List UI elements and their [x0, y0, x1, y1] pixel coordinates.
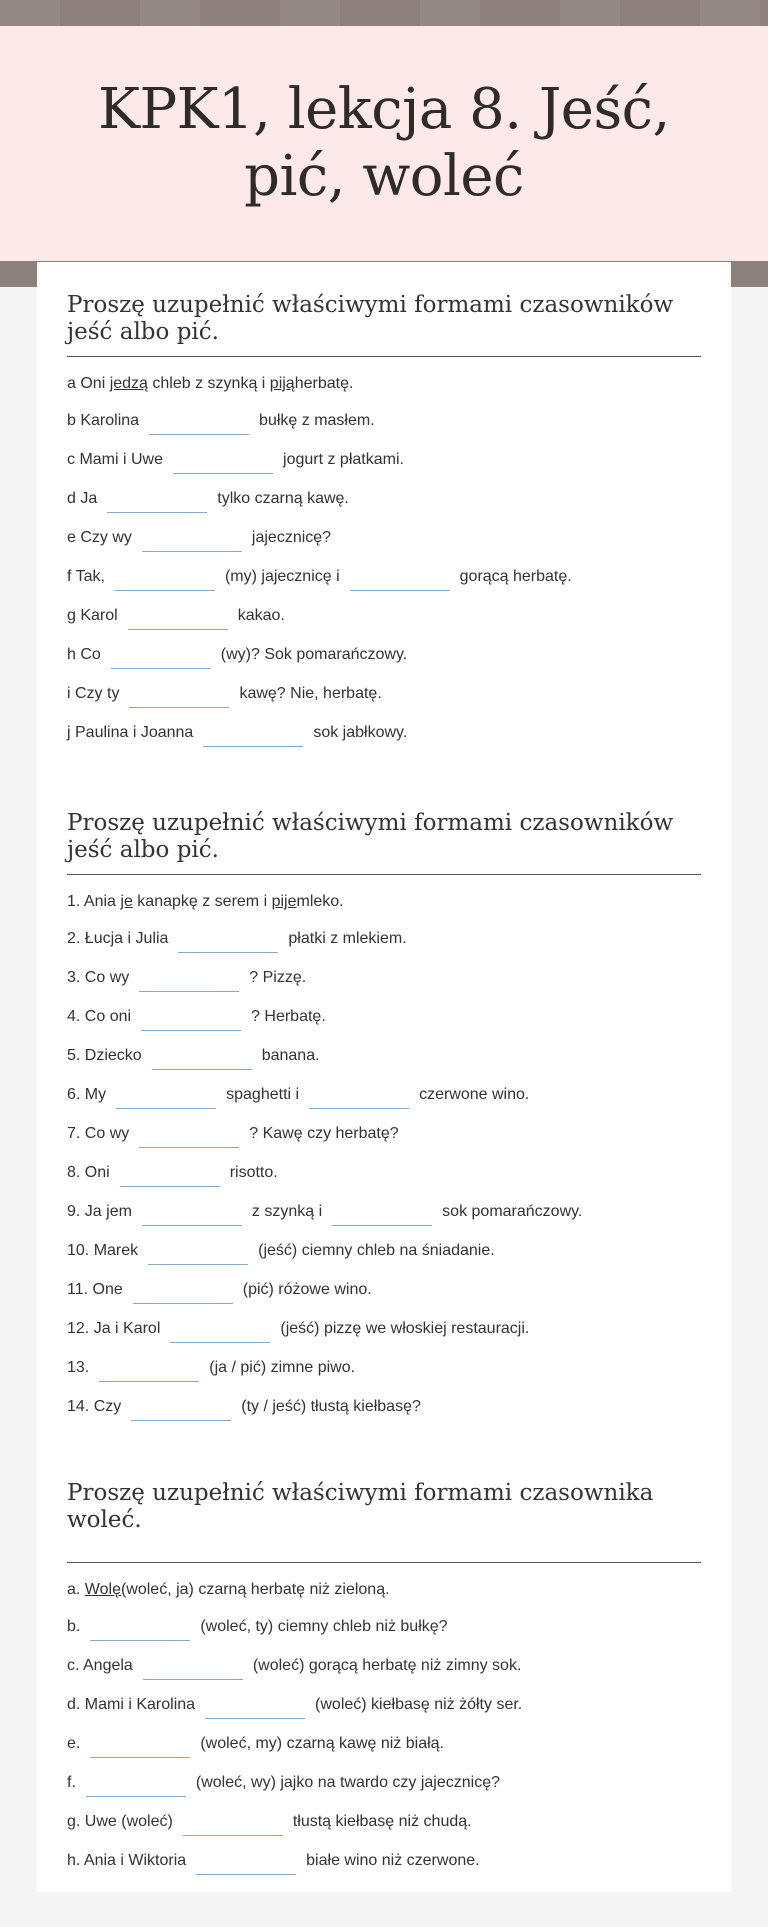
exercise-row — [67, 1802, 701, 1841]
exercise-text: jajecznicę? — [251, 528, 332, 546]
exercise-row — [67, 713, 701, 752]
answer-blank-input[interactable] — [173, 454, 273, 474]
exercise-prompt: g. Uwe (woleć) — [67, 1812, 173, 1830]
exercise-row — [67, 1153, 701, 1192]
exercise-prompt: 8. Oni — [67, 1163, 110, 1181]
answer-blank-input[interactable] — [149, 415, 249, 435]
exercise-prompt: 4. Co oni — [67, 1007, 132, 1025]
exercise-row — [67, 1231, 701, 1270]
exercise-prompt: j Paulina i Joanna — [67, 723, 194, 741]
exercise-text: (woleć) kiełbasę niż żółty ser. — [315, 1695, 523, 1713]
exercise-prompt: b Karolina — [67, 411, 140, 429]
exercise-section-2 — [67, 810, 701, 1426]
exercise-row — [67, 1309, 701, 1348]
exercise-row — [67, 1646, 701, 1685]
exercise-row — [67, 557, 701, 596]
answer-blank-input[interactable] — [131, 1401, 231, 1421]
exercise-section-1 — [67, 292, 701, 752]
exercise-text: tłustą kiełbasę niż chudą. — [292, 1812, 472, 1830]
page-title: KPK1, lekcja 8. Jeść, pić, woleć — [98, 77, 670, 209]
example-row: a Oni jedzą chleb z szynką i piją herbatę. — [67, 367, 701, 401]
answer-blank-input[interactable] — [139, 972, 239, 992]
exercise-text: (jeść) ciemny chleb na śniadanie. — [258, 1241, 495, 1259]
exercise-row — [67, 1607, 701, 1646]
exercise-text: białe wino niż czerwone. — [306, 1851, 480, 1869]
exercise-text: (pić) różowe wino. — [242, 1280, 372, 1298]
exercise-row — [67, 958, 701, 997]
exercise-prompt: d. Mami i Karolina — [67, 1695, 196, 1713]
exercise-prompt: 11. One — [67, 1280, 123, 1298]
answer-blank-input[interactable] — [141, 1011, 241, 1031]
exercise-prompt: c. Angela — [67, 1656, 133, 1674]
answer-blank-input[interactable] — [332, 1206, 432, 1226]
exercise-row — [67, 1841, 701, 1880]
exercise-text: ? Herbatę. — [251, 1007, 326, 1025]
answer-blank-input[interactable] — [142, 532, 242, 552]
answer-blank-input[interactable] — [196, 1855, 296, 1875]
example-answer: pije — [271, 893, 297, 910]
worksheet-card — [37, 262, 731, 1892]
exercise-text: risotto. — [229, 1163, 278, 1181]
example-row: a. Wolę (woleć, ja) czarną herbatę niż zieloną. — [67, 1573, 701, 1607]
exercise-prompt: 5. Dziecko — [67, 1046, 142, 1064]
exercise-row — [67, 674, 701, 713]
exercise-row — [67, 1763, 701, 1802]
exercise-prompt: f Tak, — [67, 567, 105, 585]
answer-blank-input[interactable] — [178, 933, 278, 953]
section-2-title: Proszę uzupełnić właściwymi formami czasowników jeść albo pić. — [67, 810, 701, 875]
exercise-row — [67, 1724, 701, 1763]
answer-blank-input[interactable] — [120, 1167, 220, 1187]
exercise-prompt: 6. My — [67, 1085, 107, 1103]
exercise-text: jogurt z płatkami. — [283, 450, 404, 468]
exercise-section-3 — [67, 1480, 701, 1880]
exercise-text: kakao. — [237, 606, 285, 624]
exercise-prompt: h. Ania i Wiktoria — [67, 1851, 187, 1869]
answer-blank-input[interactable] — [86, 1777, 186, 1797]
example-answer: Wolę — [84, 1581, 121, 1598]
exercise-row — [67, 1114, 701, 1153]
exercise-prompt: 9. Ja jem — [67, 1202, 132, 1220]
exercise-prompt: 2. Łucja i Julia — [67, 929, 169, 947]
exercise-row — [67, 1387, 701, 1426]
exercise-text: ? Kawę czy herbatę? — [249, 1124, 399, 1142]
exercise-prompt: 12. Ja i Karol — [67, 1319, 161, 1337]
exercise-prompt: 3. Co wy — [67, 968, 130, 986]
exercise-row — [67, 997, 701, 1036]
exercise-row — [67, 596, 701, 635]
exercise-row — [67, 401, 701, 440]
answer-blank-input[interactable] — [115, 571, 215, 591]
exercise-prompt: g Karol — [67, 606, 118, 624]
exercise-row — [67, 518, 701, 557]
answer-blank-input[interactable] — [350, 571, 450, 591]
exercise-text: (jeść) pizzę we włoskiej restauracji. — [280, 1319, 530, 1337]
exercise-row — [67, 1270, 701, 1309]
example-answer: jedzą — [109, 375, 148, 392]
answer-blank-input[interactable] — [128, 610, 228, 630]
answer-blank-input[interactable] — [170, 1323, 270, 1343]
answer-blank-input[interactable] — [142, 1206, 242, 1226]
answer-blank-input[interactable] — [183, 1816, 283, 1836]
exercise-row — [67, 919, 701, 958]
exercise-text: (woleć, ty) ciemny chleb niż bułkę? — [200, 1617, 448, 1635]
exercise-prompt: e. — [67, 1734, 81, 1752]
exercise-prompt: 7. Co wy — [67, 1124, 130, 1142]
answer-blank-input[interactable] — [111, 649, 211, 669]
exercise-prompt: b. — [67, 1617, 81, 1635]
answer-blank-input[interactable] — [116, 1089, 216, 1109]
exercise-prompt: i Czy ty — [67, 684, 120, 702]
exercise-row — [67, 1192, 701, 1231]
decorative-top-band — [0, 0, 768, 26]
exercise-text: gorącą herbatę. — [459, 567, 572, 585]
answer-blank-input[interactable] — [309, 1089, 409, 1109]
exercise-text: czerwone wino. — [419, 1085, 530, 1103]
exercise-prompt: 14. Czy — [67, 1397, 122, 1415]
answer-blank-input[interactable] — [99, 1362, 199, 1382]
exercise-prompt: e Czy wy — [67, 528, 132, 546]
answer-blank-input[interactable] — [107, 493, 207, 513]
exercise-text: (woleć, my) czarną kawę niż białą. — [200, 1734, 444, 1752]
answer-blank-input[interactable] — [90, 1738, 190, 1758]
answer-blank-input[interactable] — [133, 1284, 233, 1304]
exercise-prompt: 13. — [67, 1358, 90, 1376]
answer-blank-input[interactable] — [205, 1699, 305, 1719]
exercise-row — [67, 1036, 701, 1075]
answer-blank-input[interactable] — [152, 1050, 252, 1070]
exercise-text: z szynką i — [251, 1202, 323, 1220]
exercise-text: (woleć) gorącą herbatę niż zimny sok. — [252, 1656, 522, 1674]
exercise-row — [67, 479, 701, 518]
exercise-text: bułkę z masłem. — [259, 411, 375, 429]
exercise-text: (my) jajecznicę i — [224, 567, 340, 585]
exercise-text: ? Pizzę. — [249, 968, 307, 986]
exercise-prompt: 10. Marek — [67, 1241, 139, 1259]
exercise-text: (ty / jeść) tłustą kiełbasę? — [241, 1397, 421, 1415]
example-row: 1. Ania je kanapkę z serem i pije mleko. — [67, 885, 701, 919]
answer-blank-input[interactable] — [90, 1621, 190, 1641]
section-3-title: Proszę uzupełnić właściwymi formami czasownika woleć. — [67, 1480, 701, 1563]
exercise-row — [67, 1075, 701, 1114]
exercise-text: kawę? Nie, herbatę. — [239, 684, 382, 702]
example-answer: je — [120, 893, 133, 910]
exercise-text: banana. — [261, 1046, 320, 1064]
answer-blank-input[interactable] — [129, 688, 229, 708]
answer-blank-input[interactable] — [148, 1245, 248, 1265]
exercise-row — [67, 1685, 701, 1724]
exercise-text: płatki z mlekiem. — [288, 929, 407, 947]
exercise-text: sok jabłkowy. — [313, 723, 408, 741]
exercise-prompt: h Co — [67, 645, 101, 663]
exercise-text: (woleć, wy) jajko na twardo czy jajecznicę? — [195, 1773, 501, 1791]
exercise-row — [67, 440, 701, 479]
exercise-prompt: f. — [67, 1773, 76, 1791]
exercise-row — [67, 1348, 701, 1387]
exercise-row — [67, 635, 701, 674]
answer-blank-input[interactable] — [203, 727, 303, 747]
exercise-text: spaghetti i — [226, 1085, 300, 1103]
exercise-prompt: d Ja — [67, 489, 98, 507]
exercise-text: (ja / pić) zimne piwo. — [209, 1358, 356, 1376]
answer-blank-input[interactable] — [139, 1128, 239, 1148]
exercise-prompt: c Mami i Uwe — [67, 450, 164, 468]
page-header — [0, 26, 768, 261]
exercise-text: (wy)? Sok pomarańczowy. — [220, 645, 408, 663]
exercise-text: sok pomarańczowy. — [442, 1202, 583, 1220]
section-1-title: Proszę uzupełnić właściwymi formami czasowników jeść albo pić. — [67, 292, 701, 357]
exercise-text: tylko czarną kawę. — [217, 489, 349, 507]
example-answer: piją — [269, 375, 295, 392]
answer-blank-input[interactable] — [143, 1660, 243, 1680]
